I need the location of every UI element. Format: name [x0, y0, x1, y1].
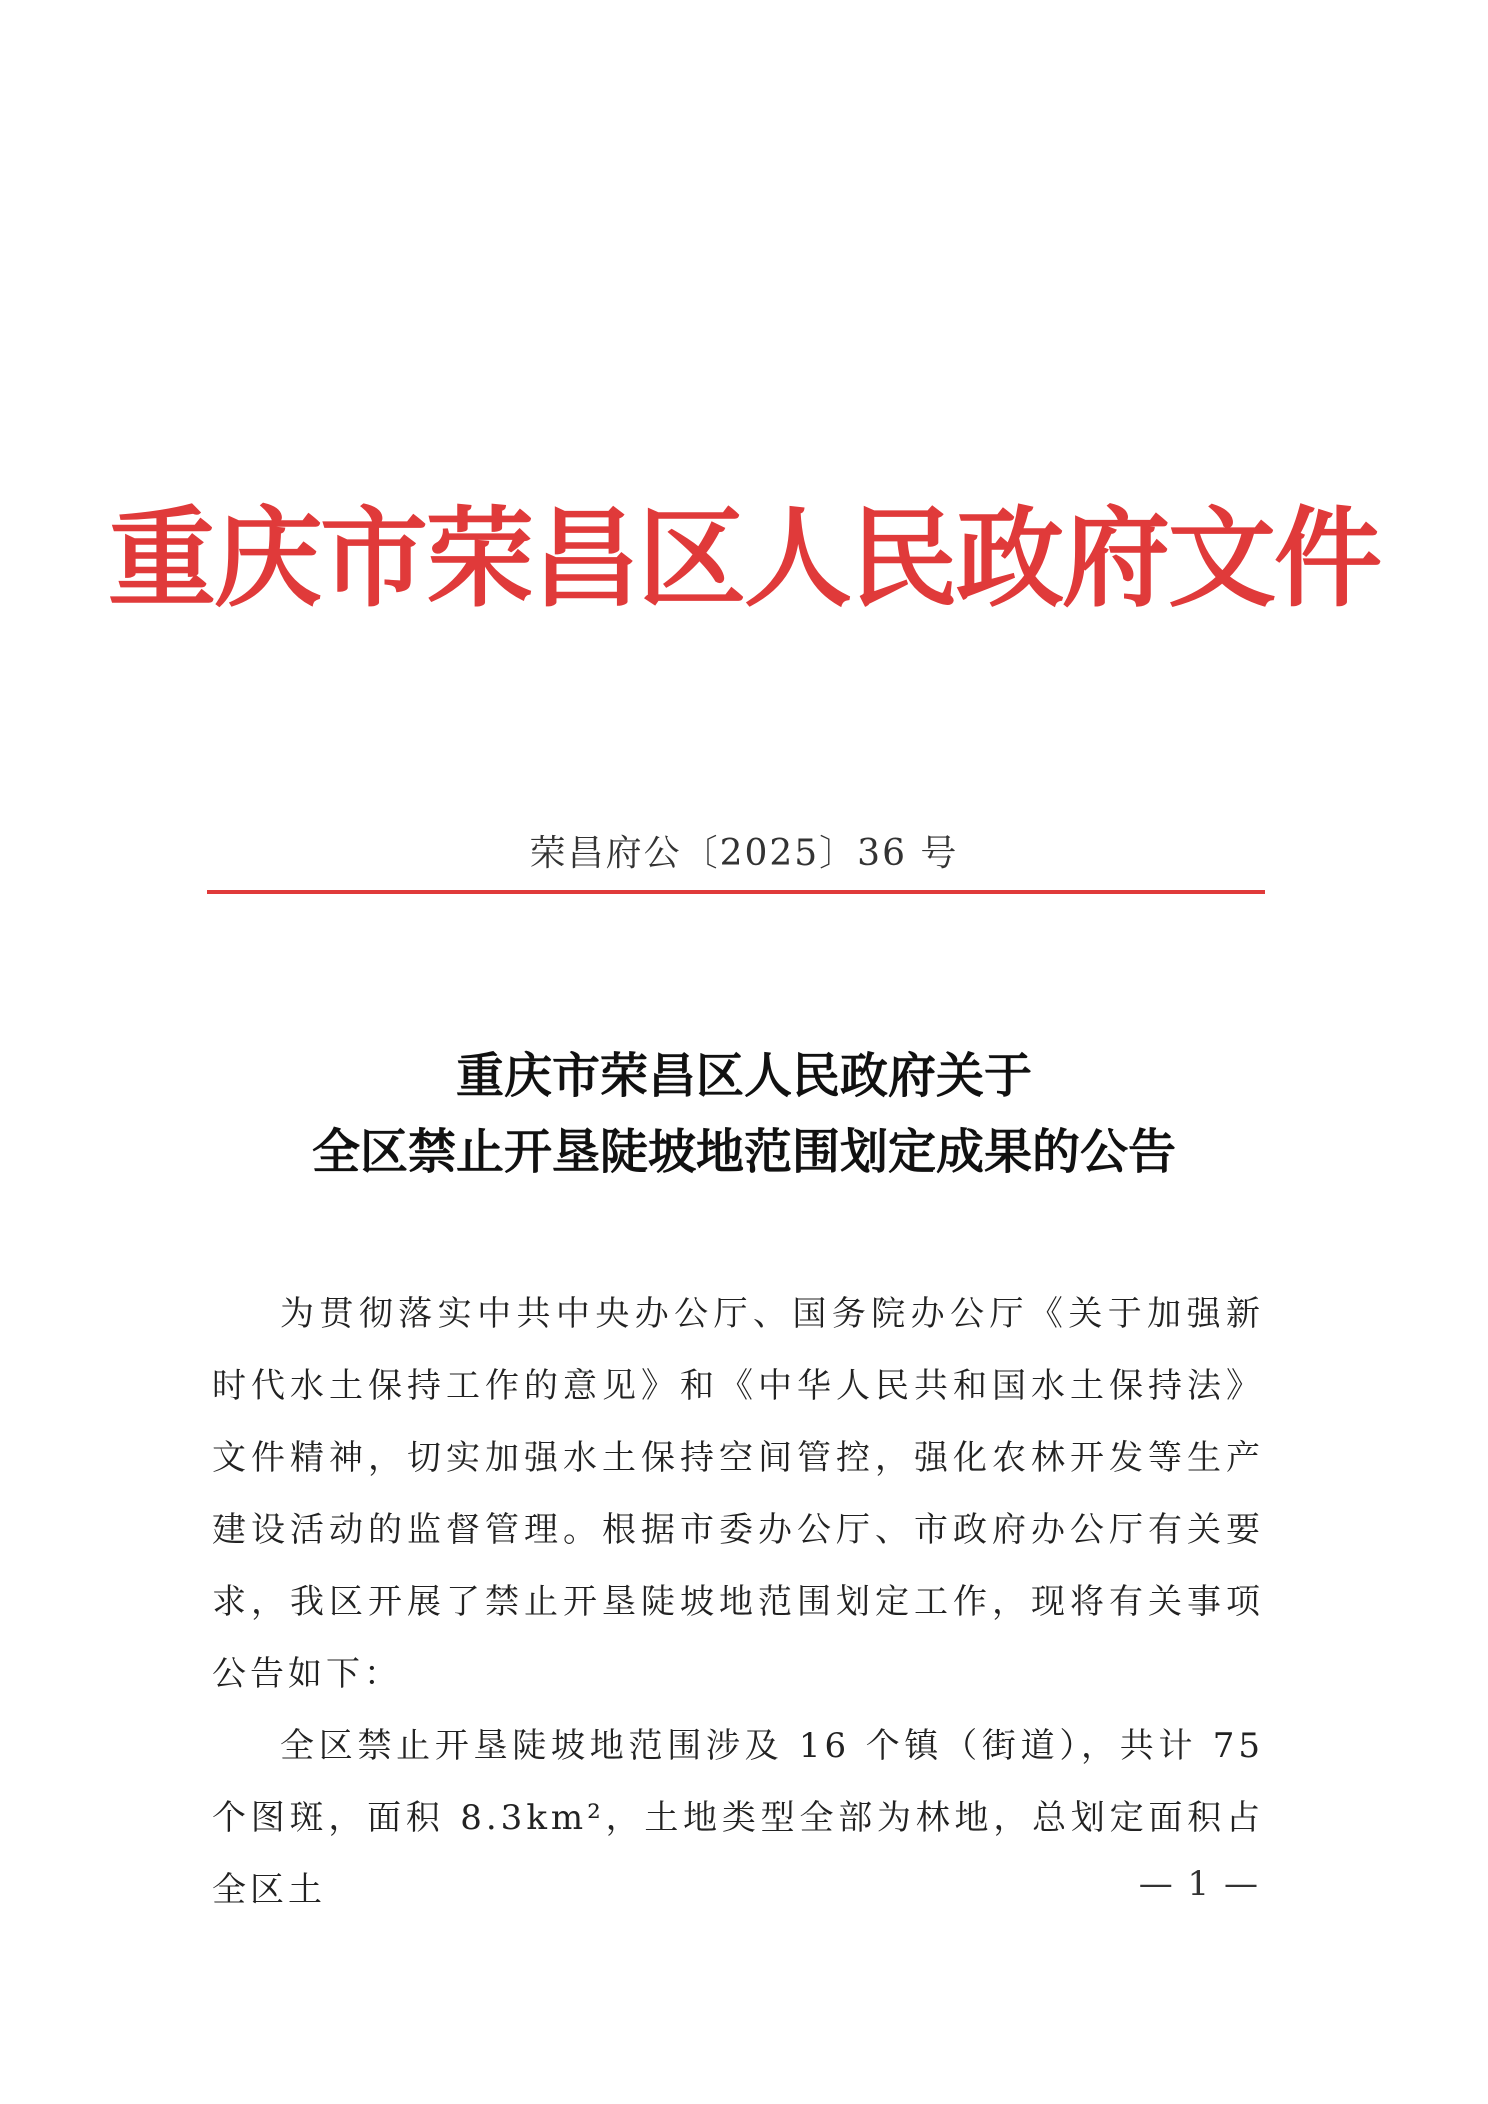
body-paragraph: 为贯彻落实中共中央办公厅、国务院办公厅《关于加强新时代水土保持工作的意见》和《中华人民共和国水土保持法》文件精神，切实加强水土保持空间管控，强化农林开发等生产建设活动的监督管理。根据市委办公厅、市政府办公厅有关要求，我区开展了禁止开垦陡坡地范围划定工作，现将有关事项公告如下： [212, 1294, 1264, 1694]
red-divider [207, 890, 1265, 894]
document-number: 荣昌府公〔2025〕36 号 [529, 833, 959, 874]
notice-body [212, 1278, 1264, 1926]
body-paragraph: 全区禁止开垦陡坡地范围涉及 16 个镇（街道），共计 75 个图斑，面积 8.3km²，土地类型全部为林地，总划定面积占全区土 [212, 1726, 1264, 1910]
page-number: — 1 — [1138, 1864, 1260, 1904]
notice-title-line-2: 全区禁止开垦陡坡地范围划定成果的公告 [311, 1124, 1176, 1180]
notice-title [0, 1038, 1488, 1190]
masthead-title: 重庆市荣昌区人民政府文件 [107, 497, 1380, 622]
notice-title-line-1: 重庆市荣昌区人民政府关于 [455, 1048, 1032, 1104]
